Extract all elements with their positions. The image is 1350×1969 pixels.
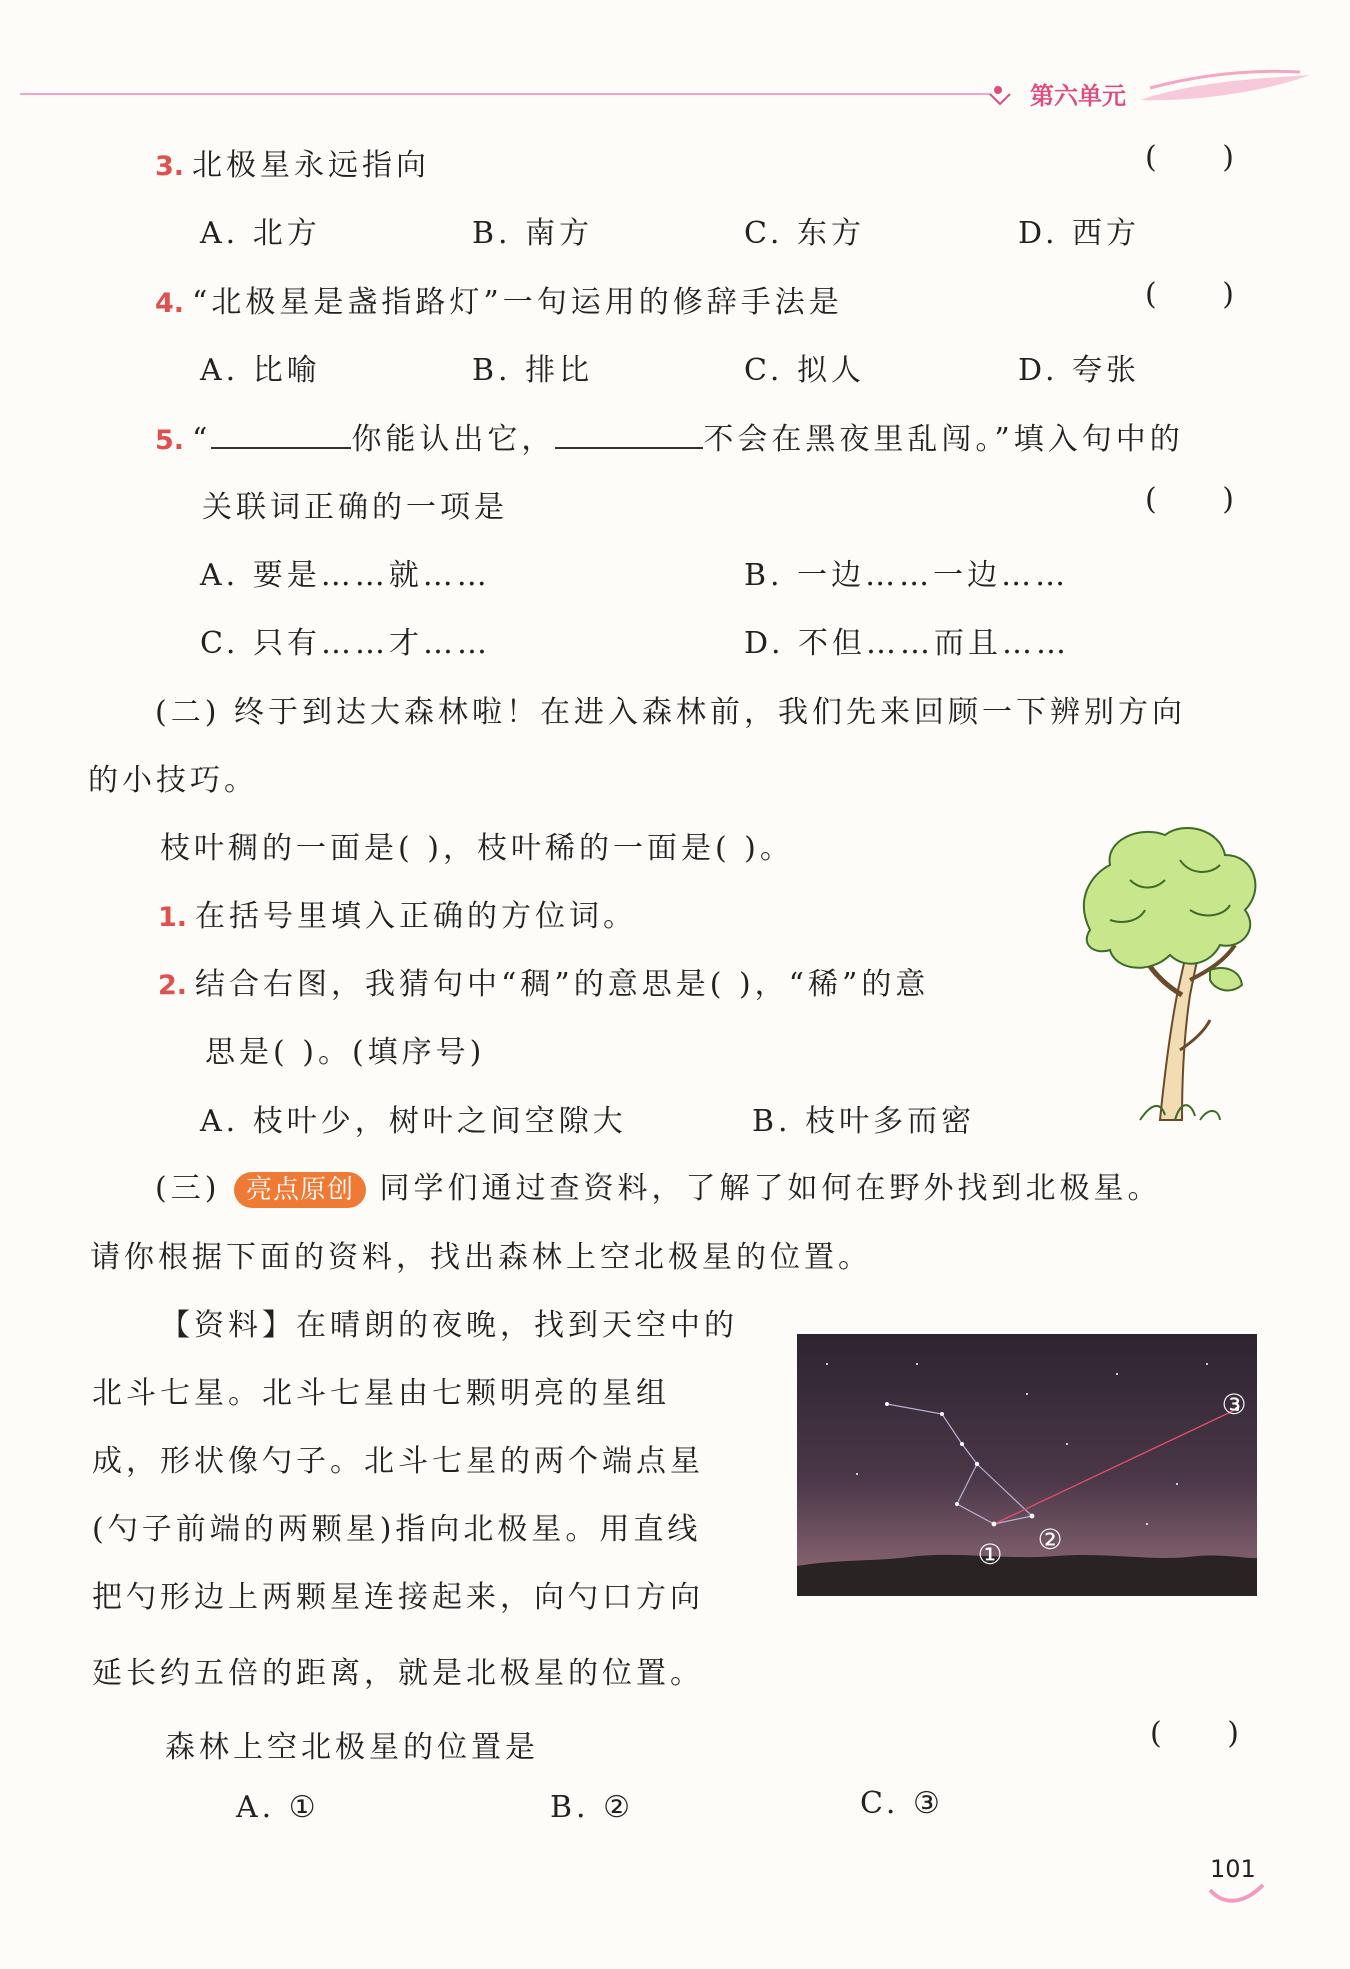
option-c[interactable]: C. 东方 <box>744 216 865 251</box>
question-text-mid: 你能认出它， <box>351 422 556 457</box>
section-2-intro: (二) 终于到达大森林啦！在进入森林前，我们先来回顾一下辨别方向 <box>155 695 1186 730</box>
tree-illustration <box>1070 820 1265 1125</box>
answer-paren[interactable]: ( ) <box>1150 1716 1267 1751</box>
option-b[interactable]: B. 枝叶多而密 <box>752 1104 976 1139</box>
question-number: 1. <box>158 902 188 933</box>
question-5 <box>155 414 1184 458</box>
section-3-question: 森林上空北极星的位置是 <box>165 1730 539 1765</box>
section-3-intro-cont: 请你根据下面的资料，找出森林上空北极星的位置。 <box>90 1240 872 1275</box>
option-a[interactable]: A. 要是……就…… <box>200 558 491 593</box>
header-decoration <box>0 60 1350 120</box>
section-2-question-2 <box>158 959 929 1003</box>
option-a[interactable]: A. ① <box>236 1790 320 1825</box>
marker-3: ③ <box>1221 1388 1247 1421</box>
question-number: 5. <box>155 425 185 456</box>
option-b[interactable]: B. 排比 <box>472 353 594 388</box>
info-para-2: 北斗七星。北斗七星由七颗明亮的星组 <box>92 1376 670 1411</box>
option-d[interactable]: D. 西方 <box>1018 216 1141 251</box>
fill-blank-2[interactable] <box>555 417 703 449</box>
answer-paren[interactable]: ( ) <box>1145 140 1262 175</box>
quote-mark: “ <box>192 422 212 457</box>
question-4 <box>155 277 843 321</box>
option-b[interactable]: B. 南方 <box>472 216 594 251</box>
option-c[interactable]: C. 拟人 <box>744 353 865 388</box>
question-number: 2. <box>158 970 188 1001</box>
section-2-question-1 <box>158 891 637 935</box>
question-text: “北极星是盏指路灯”一句运用的修辞手法是 <box>192 285 843 320</box>
answer-paren[interactable]: ( ) <box>1145 277 1262 312</box>
answer-paren[interactable]: ( ) <box>1145 482 1262 517</box>
option-c[interactable]: C. 只有……才…… <box>200 626 491 661</box>
section-3-intro-text: 同学们通过查资料，了解了如何在野外找到北极星。 <box>379 1171 1162 1206</box>
unit-title: 第六单元 <box>1030 82 1126 110</box>
option-a[interactable]: A. 北方 <box>200 216 321 251</box>
page-number-swoosh <box>1208 1880 1268 1910</box>
option-a[interactable]: A. 枝叶少，树叶之间空隙大 <box>200 1104 627 1139</box>
section-label: (三) <box>155 1171 221 1206</box>
question-number: 4. <box>155 288 185 319</box>
option-b[interactable]: B. 一边……一边…… <box>744 558 1070 593</box>
question-3 <box>155 140 430 184</box>
section-2-question-2-cont: 思是( )。(填序号) <box>205 1035 486 1070</box>
night-sky-image <box>797 1334 1257 1596</box>
question-5-line2: 关联词正确的一项是 <box>202 490 508 525</box>
info-para-4: (勺子前端的两颗星)指向北极星。用直线 <box>92 1512 702 1547</box>
option-d[interactable]: D. 夸张 <box>1018 353 1141 388</box>
section-3-intro <box>155 1163 1162 1208</box>
question-number: 3. <box>155 151 185 182</box>
section-2-intro-cont: 的小技巧。 <box>88 763 258 798</box>
info-para-6: 延长约五倍的距离，就是北极星的位置。 <box>92 1656 704 1691</box>
option-b[interactable]: B. ② <box>550 1790 635 1825</box>
question-text-end: 不会在黑夜里乱闯。”填入句中的 <box>703 422 1184 457</box>
info-para-3: 成，形状像勺子。北斗七星的两个端点星 <box>92 1444 704 1479</box>
info-para-1: 【资料】在晴朗的夜晚，找到天空中的 <box>160 1308 738 1343</box>
question-text: 在括号里填入正确的方位词。 <box>195 899 638 934</box>
page-number: 101 <box>1210 1855 1256 1883</box>
marker-2: ② <box>1037 1523 1063 1556</box>
direction-sentence: 枝叶稠的一面是( )，枝叶稀的一面是( )。 <box>160 831 794 866</box>
option-c[interactable]: C. ③ <box>860 1786 944 1821</box>
fill-blank-1[interactable] <box>211 417 351 449</box>
option-d[interactable]: D. 不但……而且…… <box>744 626 1071 661</box>
marker-1: ① <box>977 1538 1003 1571</box>
highlight-badge: 亮点原创 <box>234 1172 366 1208</box>
info-para-5: 把勺形边上两颗星连接起来，向勺口方向 <box>92 1580 704 1615</box>
question-text: 北极星永远指向 <box>192 148 431 183</box>
option-a[interactable]: A. 比喻 <box>200 353 321 388</box>
question-text: 结合右图，我猜句中“稠”的意思是( )，“稀”的意 <box>195 967 930 1002</box>
